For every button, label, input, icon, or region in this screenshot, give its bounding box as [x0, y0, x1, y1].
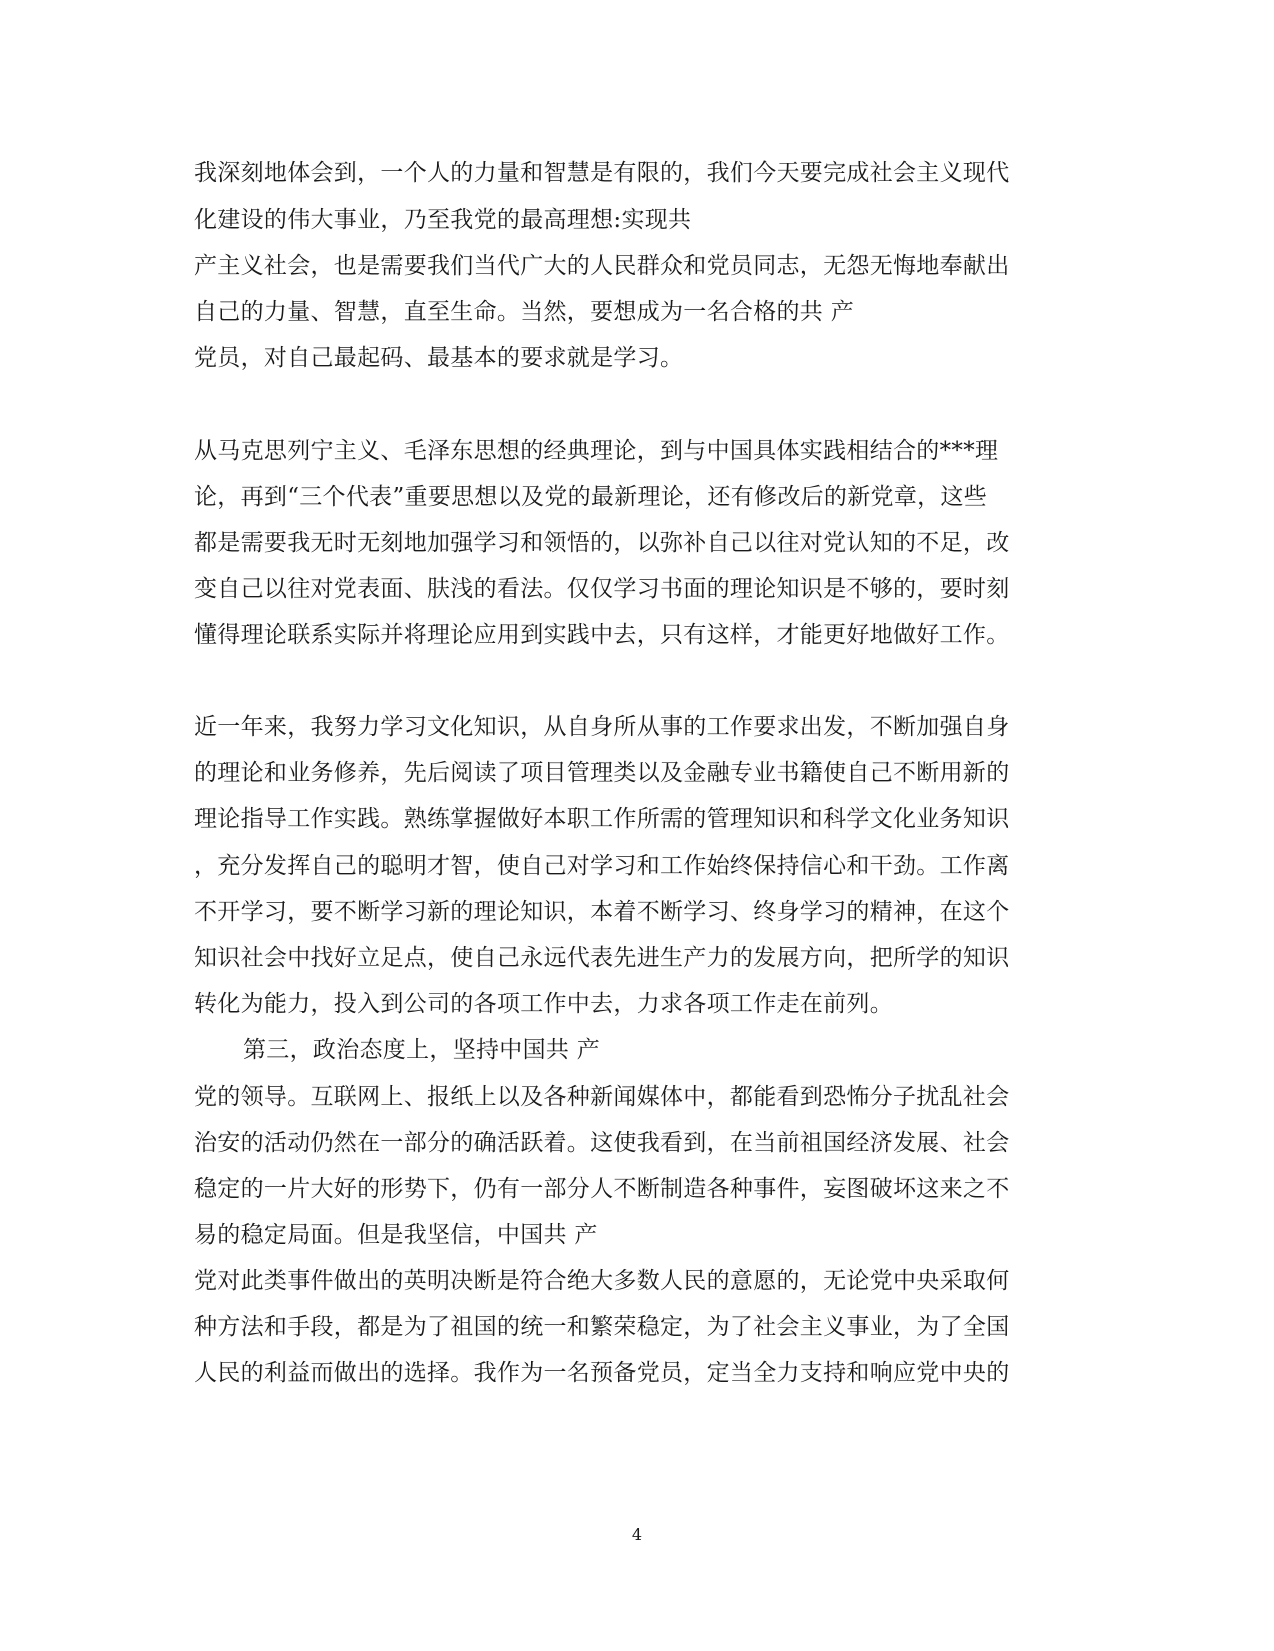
text-line: 第三，政治态度上，坚持中国共 产	[243, 1037, 601, 1063]
text-line: 的理论和业务修养，先后阅读了项目管理类以及金融专业书籍使自己不断用新的	[194, 760, 1010, 786]
text-line: 转化为能力，投入到公司的各项工作中去，力求各项工作走在前列。	[194, 991, 893, 1017]
text-line: 稳定的一片大好的形势下，仍有一部分人不断制造各种事件，妄图破坏这来之不	[194, 1176, 1010, 1202]
text-line: 懂得理论联系实际并将理论应用到实践中去，只有这样，才能更好地做好工作。	[194, 622, 1010, 648]
text-line: 化建设的伟大事业，乃至我党的最高理想:实现共	[194, 207, 692, 233]
text-line: 党的领导。互联网上、报纸上以及各种新闻媒体中，都能看到恐怖分子扰乱社会	[194, 1084, 1010, 1110]
text-line: 种方法和手段，都是为了祖国的统一和繁荣稳定，为了社会主义事业，为了全国	[194, 1314, 1010, 1340]
text-line: 从马克思列宁主义、毛泽东思想的经典理论，到与中国具体实践相结合的***理	[194, 438, 999, 464]
text-line: 产主义社会，也是需要我们当代广大的人民群众和党员同志，无怨无悔地奉献出	[194, 253, 1010, 279]
text-line: 都是需要我无时无刻地加强学习和领悟的，以弥补自己以往对党认知的不足，改	[194, 530, 1010, 556]
text-line: 党员，对自己最起码、最基本的要求就是学习。	[194, 345, 684, 371]
text-line: 我深刻地体会到，一个人的力量和智慧是有限的，我们今天要完成社会主义现代	[194, 160, 1010, 186]
text-line: 党对此类事件做出的英明决断是符合绝大多数人民的意愿的，无论党中央采取何	[194, 1268, 1010, 1294]
page-number: 4	[631, 1525, 643, 1544]
text-line: 知识社会中找好立足点，使自己永远代表先进生产力的发展方向，把所学的知识	[194, 945, 1010, 971]
text-line: ，充分发挥自己的聪明才智，使自己对学习和工作始终保持信心和干劲。工作离	[194, 853, 1010, 879]
text-line: 易的稳定局面。但是我坚信，中国共 产	[194, 1222, 598, 1248]
text-line: 人民的利益而做出的选择。我作为一名预备党员，定当全力支持和响应党中央的	[194, 1360, 1010, 1386]
text-line: 理论指导工作实践。熟练掌握做好本职工作所需的管理知识和科学文化业务知识	[194, 806, 1010, 832]
text-line: 论，再到“三个代表”重要思想以及党的最新理论，还有修改后的新党章，这些	[194, 484, 988, 510]
text-line: 近一年来，我努力学习文化知识，从自身所从事的工作要求出发，不断加强自身	[194, 714, 1010, 740]
text-line: 治安的活动仍然在一部分的确活跃着。这使我看到，在当前祖国经济发展、社会	[194, 1130, 1010, 1156]
text-line: 变自己以往对党表面、肤浅的看法。仅仅学习书面的理论知识是不够的，要时刻	[194, 576, 1010, 602]
text-line: 不开学习，要不断学习新的理论知识，本着不断学习、终身学习的精神，在这个	[194, 899, 1010, 925]
text-line: 自己的力量、智慧，直至生命。当然，要想成为一名合格的共 产	[194, 299, 855, 325]
